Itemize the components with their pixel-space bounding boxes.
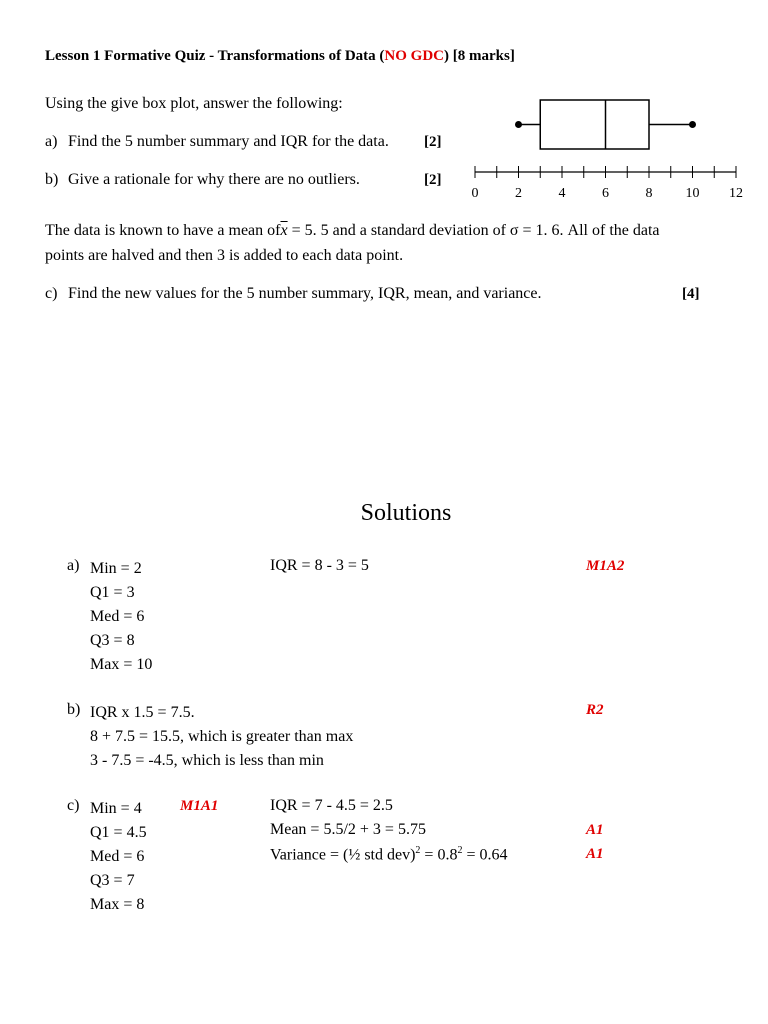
question-a-marks: [2] [424,134,442,150]
solution-c-mean: Mean = 5.5/2 + 3 = 5.75 [270,821,426,838]
solution-c-line: Min = 4 [90,800,142,817]
quiz-title: Lesson 1 Formative Quiz - Transformations of Data (NO GDC) [8 marks] [45,48,515,64]
solution-b-line: 8 + 7.5 = 15.5, which is greater than max [90,728,354,745]
max-point [689,121,696,128]
tick-label: 0 [471,186,479,201]
tick-label: 8 [645,186,653,201]
tick-label: 4 [558,186,566,201]
solution-c-iqr: IQR = 7 - 4.5 = 2.5 [270,797,393,814]
question-a-text: Find the 5 number summary and IQR for the data. [68,133,389,150]
solution-a-iqr: IQR = 8 - 3 = 5 [270,557,369,574]
question-b-text: Give a rationale for why there are no outliers. [68,171,360,188]
solution-a-line: Q3 = 8 [90,632,135,649]
solution-b-mark: R2 [586,702,604,718]
solutions-heading: Solutions [360,500,452,526]
tick-label: 12 [729,186,743,201]
question-c-marks: [4] [682,286,700,302]
question-c-label: c) [45,285,58,302]
mean-symbol: $\overline{x}$ [280,222,288,239]
solution-b-line: IQR x 1.5 = 7.5. [90,704,195,721]
solution-b-line: 3 - 7.5 = -4.5, which is less than min [90,752,324,769]
question-c-text: Find the new values for the 5 number summary, IQR, mean, and variance. [68,285,542,302]
solution-a-mark: M1A2 [586,558,625,574]
solution-c-line: Q1 = 4.5 [90,824,147,841]
question-intro: Using the give box plot, answer the following: [45,95,343,112]
solution-a-line: Q1 = 3 [90,584,135,601]
question-b-marks: [2] [424,172,442,188]
solution-c-mean-mark: A1 [586,822,604,838]
solution-c-label: c) [67,797,80,814]
solution-b-working [90,701,353,773]
solution-c-min-mark: M1A1 [180,798,219,814]
solution-a-line: Min = 2 [90,560,142,577]
solution-c-line: Q3 = 7 [90,872,135,889]
tick-label: 2 [515,186,522,201]
question-b-label: b) [45,171,59,188]
solution-a-line: Med = 6 [90,608,145,625]
min-point [515,121,522,128]
solution-c-variance: Variance = (½ std $dev)^2 = 0.8^2 = 0.64$ [270,845,508,864]
solution-c-line: Max = 8 [90,896,145,913]
solution-b-label: b) [67,701,81,718]
solution-c-variance-mark: A1 [586,846,604,862]
iqr-box [540,100,649,149]
tick-label: 6 [602,186,609,201]
solution-a-summary [90,557,152,677]
question-a-label: a) [45,133,58,150]
data-description-line-2: points are halved and then 3 is added to each data point. [45,247,404,264]
tick-label: 10 [685,186,700,201]
solution-c-line: Med = 6 [90,848,145,865]
no-gdc-note: NO GDC [384,48,445,64]
solution-a-line: Max = 10 [90,656,153,673]
data-description-line-1: The data is known to have a mean $of\overline{x} = 5$. 5 and a standard deviation of σ = 1. 6. All of the data [45,222,660,239]
box-plot [458,85,758,205]
solution-c-summary [90,797,147,917]
solution-a-label: a) [67,557,80,574]
